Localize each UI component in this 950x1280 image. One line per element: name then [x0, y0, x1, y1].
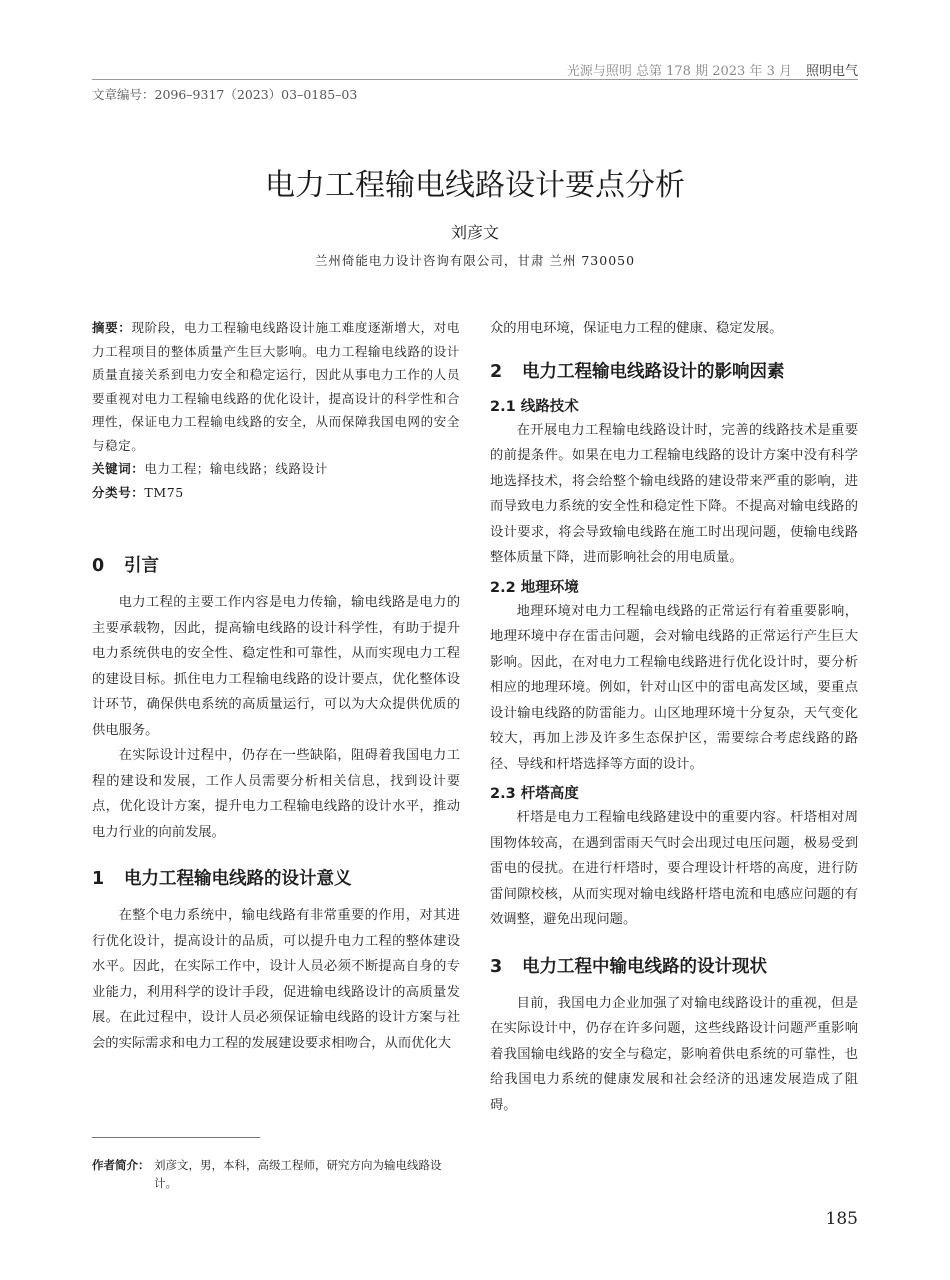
article-number: 文章编号：2096–9317（2023）03–0185–03 — [92, 87, 358, 102]
section-2-heading: 2 电力工程输电线路设计的影响因素 — [490, 361, 785, 382]
classification-text: TM75 — [144, 484, 184, 500]
section-1-heading: 1 电力工程输电线路的设计意义 — [92, 869, 352, 889]
intro-paragraph-1: 电力工程的主要工作内容是电力传输，输电线路是电力的主要承载物，因此，提高输电线路的设计科学性，有助于提升电力系统供电的安全性、稳定性和可靠性，从而实现电力工程的建设目标。抓住电力工程输电线路的设计要点，优化整体设计环节，确保供电系统的高质量运行，可以为大众提供优质的供电服务。 — [92, 595, 460, 738]
page-number: 185 — [825, 1209, 858, 1229]
classification-label: 分类号： — [92, 484, 145, 500]
running-header — [567, 60, 858, 79]
keywords-label: 关键词： — [92, 461, 145, 476]
abstract-text: 现阶段，电力工程输电线路设计施工难度逐渐增大，对电力工程项目的整体质量产生巨大影响。电力工程输电线路的设计质量直接关系到电力安全和稳定运行，因此从事电力工作的人员要重视对电力工程输电线路的优化设计，提高设计的科学性和合理性，保证电力工程输电线路的安全，从而保障我国电网的安全与稳定。 — [92, 320, 460, 453]
section-3-paragraph: 目前，我国电力企业加强了对输电线路设计的重视，但是在实际设计中，仍存在许多问题，这些线路设计问题严重影响着我国输电线路的安全与稳定，影响着供电系统的可靠性，也给我国电力系统的健康发展和社会经济的迅速发展造成了阻碍。 — [490, 995, 858, 1113]
footnote-label: 作者简介： — [92, 1158, 150, 1172]
subsection-2-2-heading: 2.2 地理环境 — [490, 579, 579, 596]
subsection-2-2-text: 地理环境对电力工程输电线路的正常运行有着重要影响，地理环境中存在雷击问题，会对输电线路的正常运行产生巨大影响。因此，在对电力工程输电线路进行优化设计时，要分析相应的地理环境。例如，针对山区中的雷电高发区域，要重点设计输电线路的防雷能力。山区地理环境十分复杂，天气变化较大，再加上涉及许多生态保护区，需要综合考虑线路的路径、导线和杆塔选择等方面的设计。 — [490, 603, 858, 772]
subsection-2-1-heading: 2.1 线路技术 — [490, 398, 579, 415]
right-column — [490, 316, 858, 1118]
section-0-heading: 0 引言 — [92, 556, 159, 576]
keywords — [92, 457, 460, 481]
subsection-2-3-text: 杆塔是电力工程输电线路建设中的重要内容。杆塔相对周围物体较高，在遇到雷雨天气时会出现过电压问题，极易受到雷电的侵扰。在进行杆塔时，要合理设计杆塔的高度，进行防雷间隙校核，从而实现对输电线路杆塔电流和电感应问题的有效调整，避免出现问题。 — [490, 810, 858, 927]
subsection-2-3-heading: 2.3 杆塔高度 — [490, 786, 579, 802]
affiliation: 兰州倚能电力设计咨询有限公司，甘肃 兰州 730050 — [314, 253, 636, 268]
footnote-text: 刘彦文，男，本科，高级工程师，研究方向为输电线路设计。 — [154, 1158, 442, 1190]
intro-paragraph-2: 在实际设计过程中，仍存在一些缺陷，阻碍着我国电力工程的建设和发展，工作人员需要分析相关信息，找到设计要点，优化设计方案，提升电力工程输电线路的设计水平，推动电力行业的向前发展。 — [92, 748, 460, 840]
abstract-block — [92, 316, 460, 504]
keywords-text: 电力工程；输电线路；线路设计 — [144, 461, 328, 476]
section-1-paragraph: 在整个电力系统中，输电线路有非常重要的作用，对其进行优化设计，提高设计的品质，可以提升电力工程的整体建设水平。因此，在实际工作中，设计人员必须不断提高自身的专业能力，利用科学的设计手段，促进输电线路设计的高质量发展。在此过程中，设计人员必须保证输电线路的设计方案与社会的实际需求和电力工程的发展建设要求相吻合，从而优化大 — [92, 908, 460, 1051]
footnote-rule — [92, 1137, 260, 1138]
section-name: 照明电气 — [805, 64, 858, 79]
paper-title: 电力工程输电线路设计要点分析 — [265, 168, 685, 203]
section-3-heading: 3 电力工程中输电线路的设计现状 — [490, 956, 767, 977]
journal-info: 光源与照明 总第 178 期 2023 年 3 月 — [566, 64, 792, 79]
subsection-2-1-text: 在开展电力工程输电线路设计时，完善的线路技术是重要的前提条件。如果在电力工程输电线路的设计方案中没有科学地选择技术，将会给整个输电线路的建设带来严重的影响，进而导致电力系统的安全性和稳定性下降。不提高对输电线路的设计要求，将会导致输电线路在施工时出现问题，使输电线路整体质量下降，进而影响社会的用电质量。 — [490, 422, 858, 565]
header-rule — [92, 79, 858, 80]
classification — [92, 481, 460, 505]
section-1-paragraph-continued: 众的用电环境，保证电力工程的健康、稳定发展。 — [490, 321, 783, 336]
left-column — [92, 316, 460, 1056]
author-name: 刘彦文 — [450, 223, 499, 242]
author-footnote — [92, 1156, 464, 1192]
abstract-label: 摘要： — [92, 320, 132, 335]
abstract — [92, 316, 460, 457]
